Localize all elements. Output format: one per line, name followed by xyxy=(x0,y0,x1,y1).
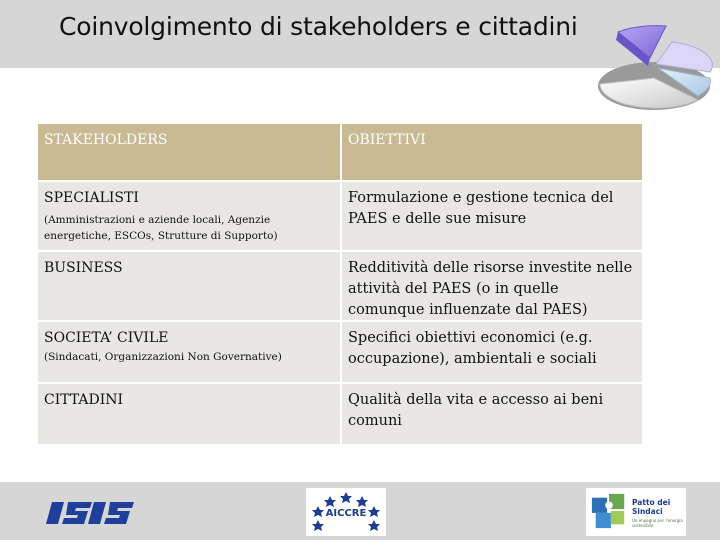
patto-title: Patto dei Sindaci xyxy=(632,498,671,516)
objective-text: Qualità della vita e accesso ai beni comuni xyxy=(348,392,604,429)
table-row xyxy=(38,384,642,446)
table-row xyxy=(38,322,642,384)
table-header-row xyxy=(38,124,642,182)
stakeholder-name: BUSINESS xyxy=(44,260,123,276)
stakeholder-cell xyxy=(38,252,342,320)
table-row xyxy=(38,182,642,252)
objective-cell xyxy=(342,182,642,250)
stakeholder-cell xyxy=(38,384,342,444)
stakeholder-cell xyxy=(38,182,342,250)
stakeholder-name: SOCIETA’ CIVILE xyxy=(44,330,169,346)
objective-text: Formulazione e gestione tecnica del PAES e delle sue misure xyxy=(348,190,614,227)
aiccre-text: AICCRE xyxy=(325,508,367,519)
patto-sindaci-logo xyxy=(586,488,686,536)
stakeholder-table xyxy=(38,124,642,446)
table-row xyxy=(38,252,642,322)
header-obiettivi: OBIETTIVI xyxy=(348,132,426,148)
stakeholder-cell xyxy=(38,322,342,382)
objective-cell xyxy=(342,384,642,444)
objective-cell xyxy=(342,252,642,320)
pie-chart-icon xyxy=(588,20,714,116)
slide-title: Coinvolgimento di stakeholders e cittadini xyxy=(59,12,578,41)
stakeholder-name: SPECIALISTI xyxy=(44,190,139,206)
stakeholder-detail: (Amministrazioni e aziende locali, Agenzie energetiche, ESCOs, Strutture di Supporto) xyxy=(44,214,278,242)
stakeholder-name: CITTADINI xyxy=(44,392,124,408)
isis-logo xyxy=(44,500,134,526)
objective-text: Redditività delle risorse investite nelle attività del PAES (o in quelle comunque influenzate dal PAES) xyxy=(348,260,633,318)
objective-text: Specifici obiettivi economici (e.g. occupazione), ambientali e sociali xyxy=(348,330,597,367)
header-stakeholders: STAKEHOLDERS xyxy=(38,124,342,180)
objective-cell xyxy=(342,322,642,382)
puzzle-icon xyxy=(590,492,628,530)
patto-subtitle: Un impegno per l'energia sostenibile xyxy=(632,518,683,528)
stakeholder-detail: (Sindacati, Organizzazioni Non Governative) xyxy=(44,351,282,363)
aiccre-logo xyxy=(306,488,386,536)
